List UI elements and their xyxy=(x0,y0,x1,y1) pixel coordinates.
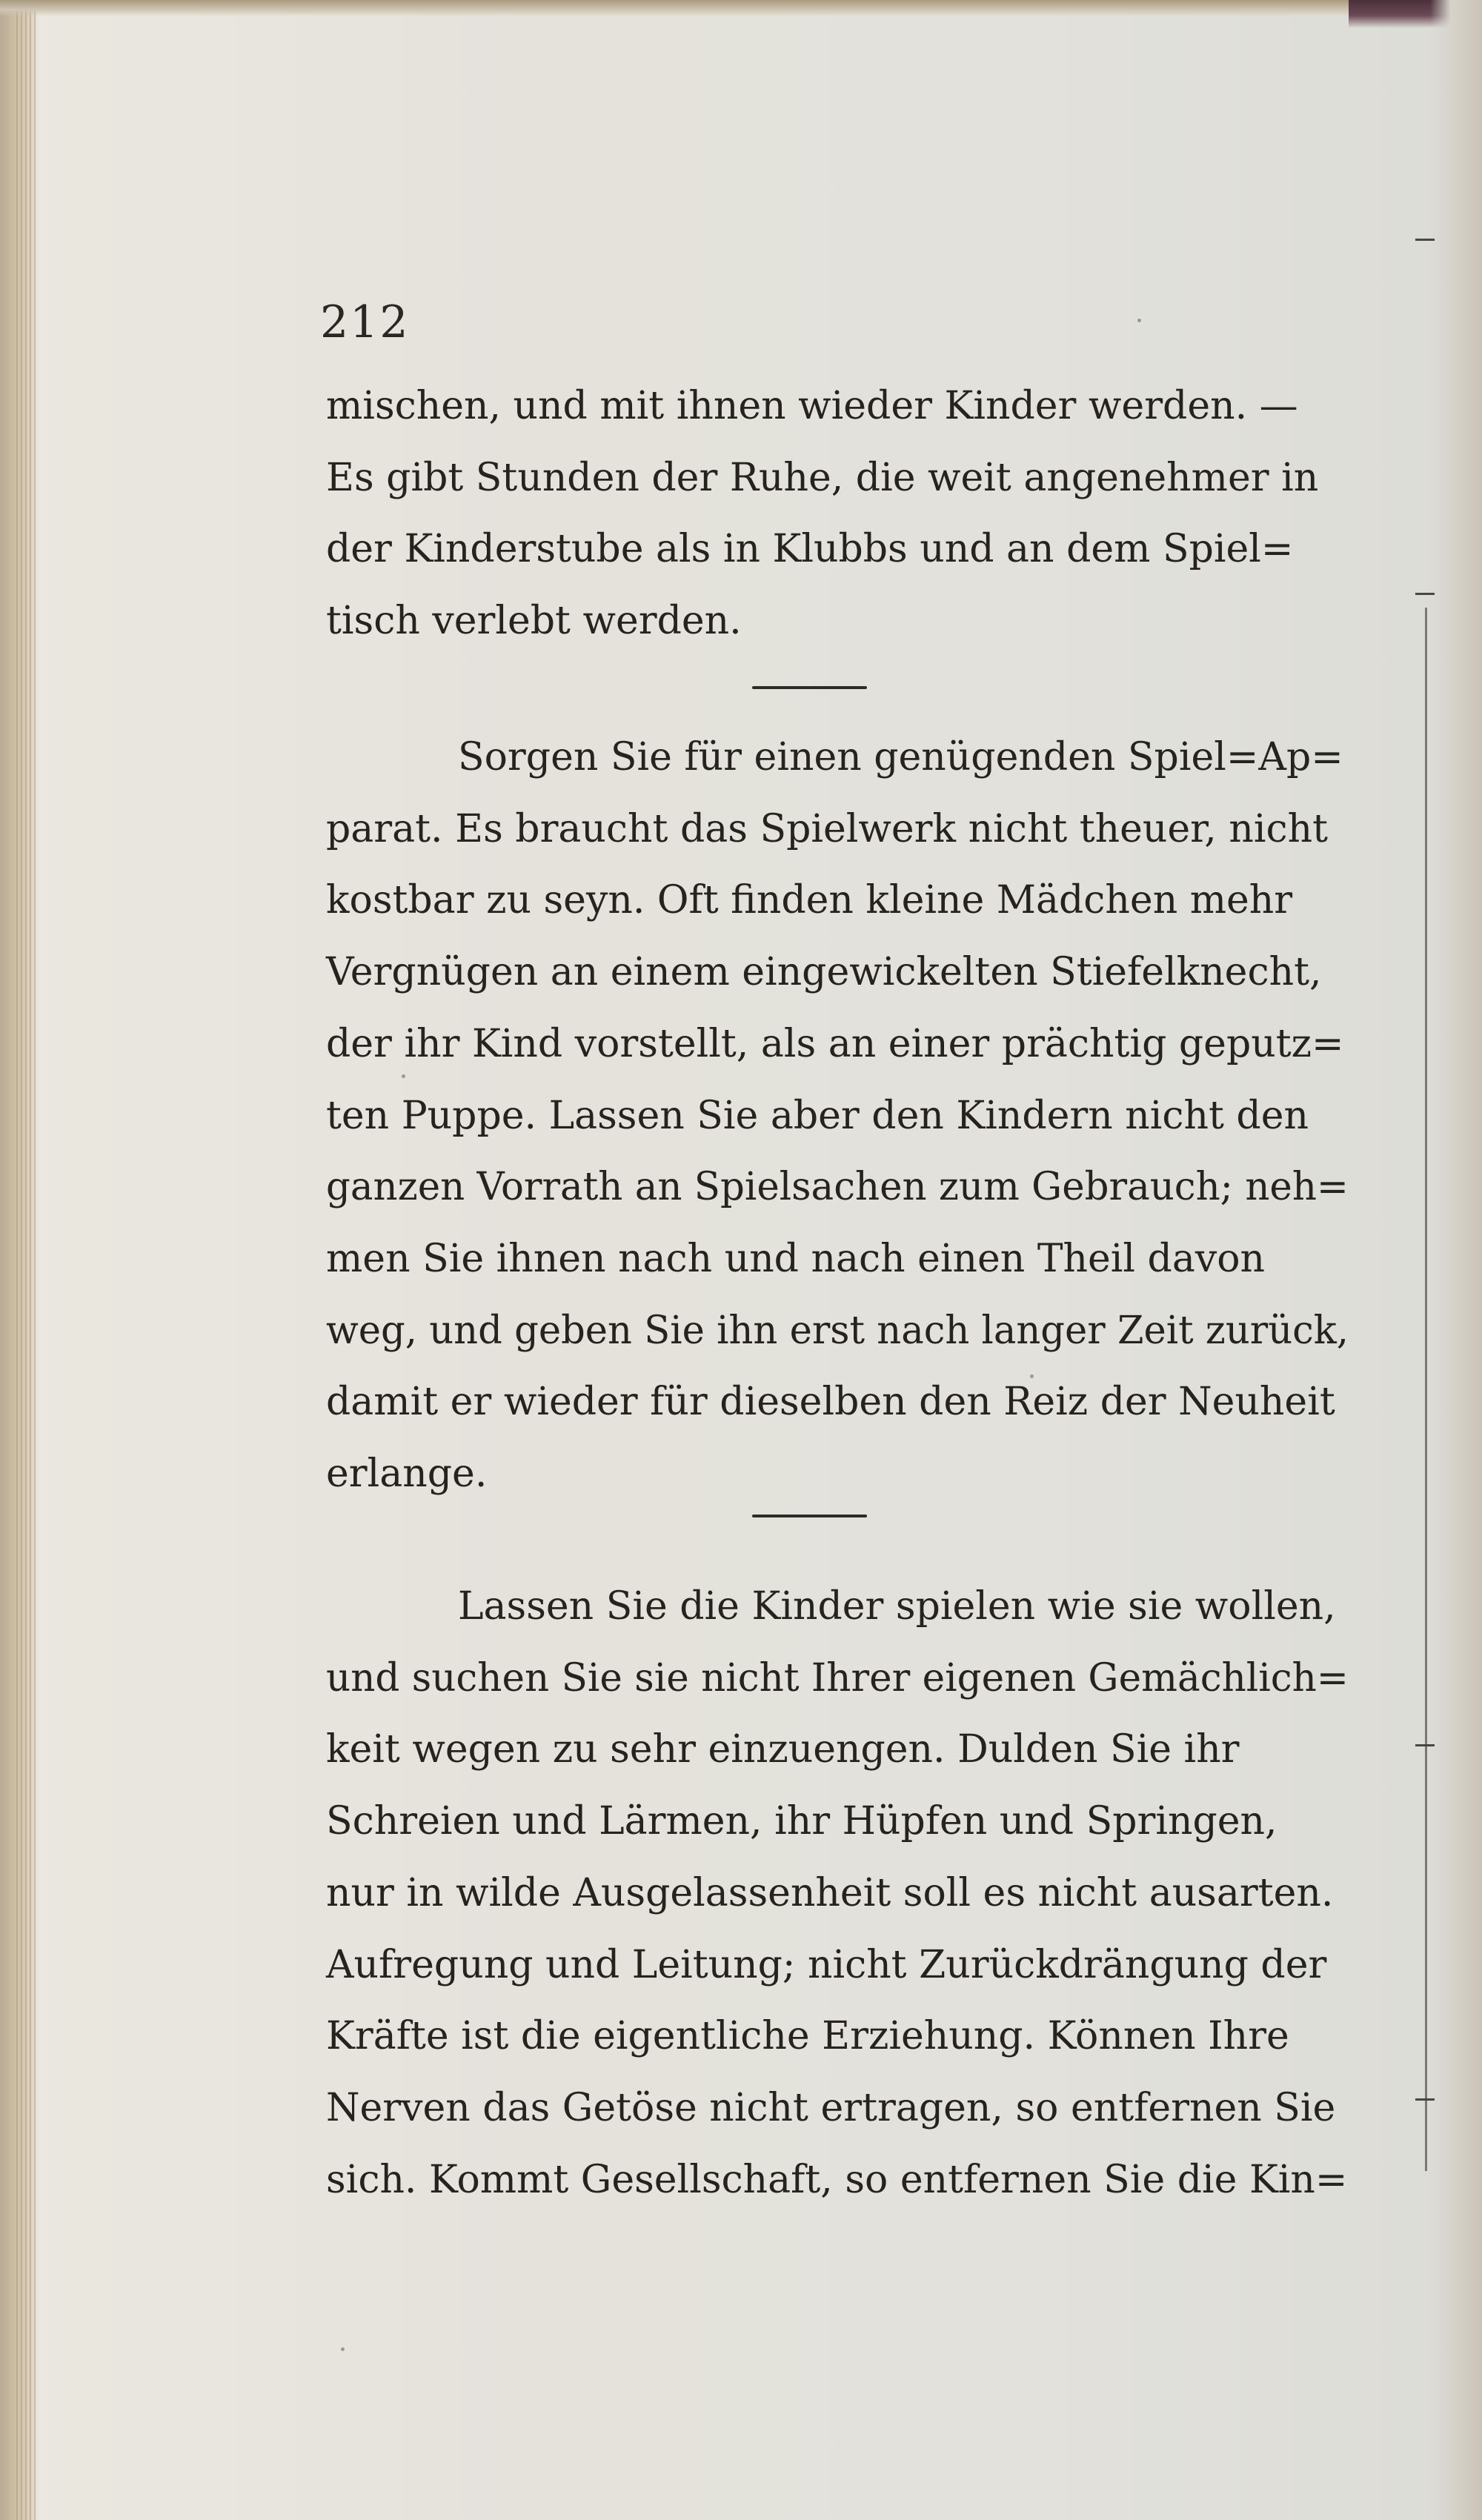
text-line: Aufregung und Leitung; nicht Zurückdrängung der xyxy=(326,1942,1327,1987)
section-divider xyxy=(752,686,867,689)
text-line: damit er wieder für dieselben den Reiz der Neuheit xyxy=(326,1380,1335,1425)
edge-mark xyxy=(1415,1744,1435,1746)
text-line: ten Puppe. Lassen Sie aber den Kindern nicht den xyxy=(326,1093,1309,1138)
paper-speck xyxy=(341,2347,345,2351)
text-line: mischen, und mit ihnen wieder Kinder werden. — xyxy=(326,384,1298,428)
text-line: tisch verlebt werden. xyxy=(326,599,742,644)
text-line: der Kinderstube als in Klubbs und an dem Spiel= xyxy=(326,527,1294,572)
top-page-edge xyxy=(0,0,1482,16)
text-line: Vergnügen an einem eingewickelten Stiefelknecht, xyxy=(326,950,1322,995)
edge-mark xyxy=(1415,2098,1435,2101)
text-line: Sorgen Sie für einen genügenden Spiel=Ap= xyxy=(458,735,1343,779)
text-line: weg, und geben Sie ihn erst nach langer Zeit zurück, xyxy=(326,1308,1349,1353)
text-line: Es gibt Stunden der Ruhe, die weit angenehmer in xyxy=(326,455,1319,500)
edge-mark xyxy=(1415,239,1435,241)
gutter-shading xyxy=(16,0,39,2520)
text-line: Schreien und Lärmen, ihr Hüpfen und Springen, xyxy=(326,1799,1277,1844)
paragraph-3 xyxy=(326,1571,1349,2215)
section-divider xyxy=(752,1515,867,1517)
text-line: Kräfte ist die eigentliche Erziehung. Können Ihre xyxy=(326,2014,1289,2059)
page-number: 212 xyxy=(320,296,410,348)
paragraph-1 xyxy=(326,370,1349,657)
edge-mark xyxy=(1415,593,1435,595)
text-line: kostbar zu seyn. Oft finden kleine Mädchen mehr xyxy=(326,878,1293,923)
text-line: erlange. xyxy=(326,1452,488,1497)
text-line: keit wegen zu sehr einzuengen. Dulden Sie ihr xyxy=(326,1727,1240,1772)
facing-page-edge-line xyxy=(1425,608,1427,2171)
paper-speck xyxy=(1137,319,1141,322)
paragraph-2 xyxy=(326,722,1349,1510)
text-line: und suchen Sie sie nicht Ihrer eigenen Gemächlich= xyxy=(326,1655,1349,1700)
text-line: der ihr Kind vorstellt, als an einer prächtig geputz= xyxy=(326,1021,1344,1066)
right-page-edge xyxy=(1430,0,1482,2520)
text-line: nur in wilde Ausgelassenheit soll es nicht ausarten. xyxy=(326,1870,1334,1915)
text-line: Nerven das Getöse nicht ertragen, so entfernen Sie xyxy=(326,2085,1336,2130)
text-line: parat. Es braucht das Spielwerk nicht theuer, nicht xyxy=(326,806,1328,851)
text-line: men Sie ihnen nach und nach einen Theil davon xyxy=(326,1236,1266,1281)
text-line: Lassen Sie die Kinder spielen wie sie wollen, xyxy=(458,1584,1336,1629)
text-line: sich. Kommt Gesellschaft, so entfernen Sie die Kin= xyxy=(326,2157,1348,2202)
text-line: ganzen Vorrath an Spielsachen zum Gebrauch; neh= xyxy=(326,1165,1349,1210)
